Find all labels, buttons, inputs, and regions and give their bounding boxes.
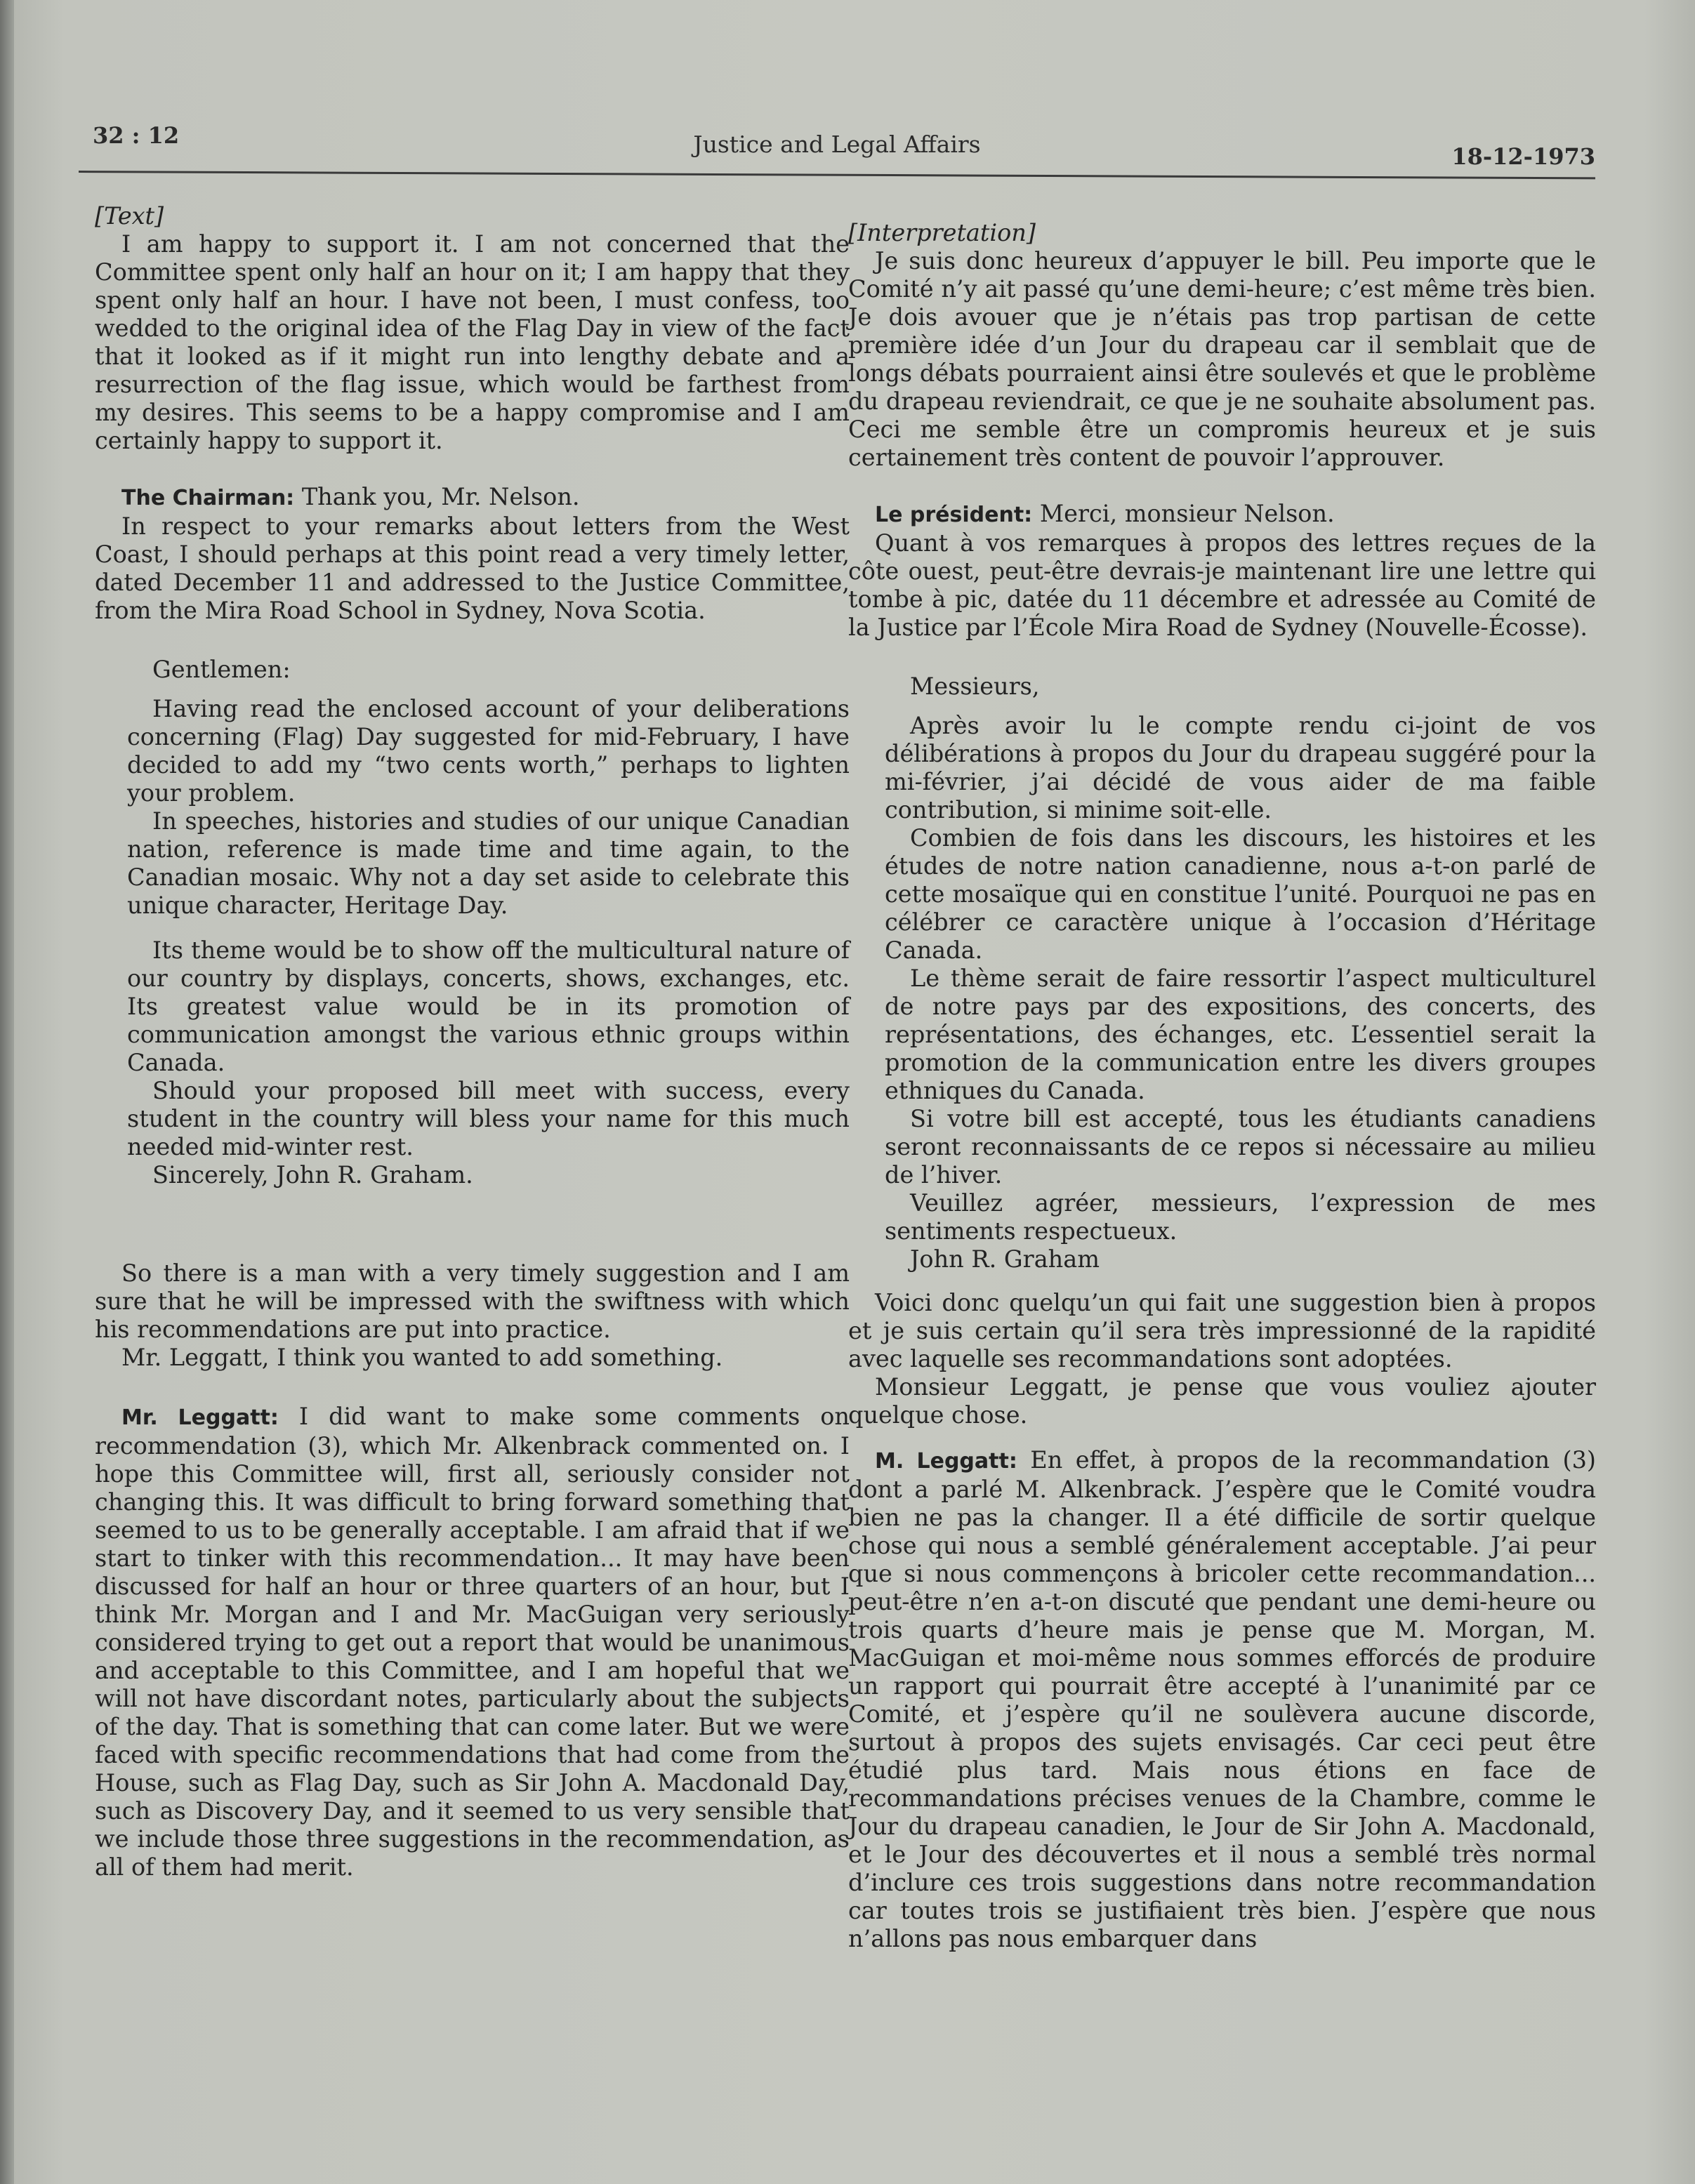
paragraph: Je suis donc heureux d’appuyer le bill. Peu importe que le Comité n’y ait passé qu’une demi-heure; c’est même très bien. Je dois avouer que je n’étais pas trop partisan de cette première idée d’un Jour du drapeau car il semblait que de longs débats pourraient ainsi être soulevés et que le problème du drapeau reviendrait, ce que je ne souhaite absolument pas. Ceci me semble être un compromis heureux et je suis certainement très content de pouvoir l’approuver. (848, 247, 1596, 471)
chairman-remark (95, 483, 850, 512)
paragraph: Mr. Leggatt, I think you wanted to add something. (121, 1344, 723, 1371)
leggatt-remark (848, 1446, 1596, 1953)
letter-paragraph: Its theme would be to show off the multicultural nature of our country by displays, concerts, shows, exchanges, etc. Its greatest value would be in its promotion of communication amongst the various ethnic groups within Canada. (127, 937, 850, 1076)
quoted-letter (848, 673, 1596, 1273)
french-column (848, 202, 1596, 1953)
speaker-name: Le président: (875, 503, 1033, 527)
page-number: 32 : 12 (93, 122, 180, 149)
letter-paragraph: Si votre bill est accepté, tous les étudiants canadiens seront reconnaissants de ce repos si nécessaire au milieu de l’hiver. (885, 1105, 1596, 1189)
letter-paragraph: Having read the enclosed account of your deliberations concerning (Flag) Day suggested for mid-February, I have decided to add my “two cents worth,” perhaps to lighten your problem. (127, 695, 850, 807)
book-spine (0, 0, 14, 2184)
paragraph: I am happy to support it. I am not concerned that the Committee spent only half an hour on it; I am happy that they spent only half an hour. I have not been, I must confess, too wedded to the original idea of the Flag Day in view of the fact that it looked as if it might run into lengthy debate and a resurrection of the flag issue, which would be farthest from my desires. This seems to be a happy compromise and I am certainly happy to support it. (95, 230, 850, 454)
quoted-letter (95, 656, 850, 1189)
letter-paragraph: Après avoir lu le compte rendu ci-joint de vos délibérations à propos du Jour du drapeau suggéré pour la mi-février, j’ai décidé de vous aider de ma faible contribution, si minime soit-elle. (885, 712, 1596, 823)
interpretation-label: [Interpretation] (848, 219, 1036, 246)
letter-paragraph: Veuillez agréer, messieurs, l’expression de mes sentiments respectueux. (885, 1189, 1596, 1245)
letter-paragraph: Le thème serait de faire ressortir l’aspect multiculturel de notre pays par des expositions, des concerts, des représentations, des échanges, etc. L’essentiel serait la promotion de la communication entre les divers groupes ethniques du Canada. (885, 965, 1596, 1104)
letter-paragraph: Should your proposed bill meet with success, every student in the country will bless your name for this much needed mid-winter rest. (127, 1077, 850, 1160)
speech-text: En effet, à propos de la recommandation (3) dont a parlé M. Alkenbrack. J’espère que le Comité voudra bien ne pas la changer. Il a été difficile de sortir quelque chose qui nous a semblé généralement acceptable. J’ai peur que si nous commençons à bricoler cette recommandation... peut-être n’en a-t-on discuté que pendant une demi-heure ou trois quarts d’heure mais je pense que M. Morgan, M. MacGuigan et moi-même nous sommes efforcés de produire un rapport qui pourrait être accepté à l’unanimité par ce Comité, et j’espère qu’il ne soulèvera aucune discorde, surtout à propos des sujets envisagés. Car ceci peut être étudié plus tard. Mais nous étions en face de recommandations précises venues de la Chambre, comme le Jour du drapeau canadien, le Jour de Sir John A. Macdonald, et le Jour des découvertes et il nous a semblé très normal d’inclure ces trois suggestions dans notre recommandation car toutes trois se justifiaient très bien. J’espère que nous n’allons pas nous embarquer dans (848, 1446, 1596, 1952)
paragraph: Monsieur Leggatt, je pense que vous vouliez ajouter quelque chose. (848, 1373, 1596, 1429)
running-title: Justice and Legal Affairs (693, 131, 981, 158)
speech-text: Thank you, Mr. Nelson. (294, 483, 580, 510)
speaker-name: The Chairman: (121, 486, 295, 510)
speech-text: Merci, monsieur Nelson. (1032, 500, 1335, 527)
speaker-name: Mr. Leggatt: (121, 1405, 279, 1430)
page-header (79, 118, 1595, 170)
paragraph: In respect to your remarks about letters from the West Coast, I should perhaps at this point read a very timely letter, dated December 11 and addressed to the Justice Committee, from the Mira Road School in Sydney, Nova Scotia. (95, 512, 850, 624)
speaker-name: M. Leggatt: (875, 1449, 1017, 1474)
header-date: 18-12-1973 (1451, 143, 1595, 170)
letter-signature: John R. Graham (910, 1245, 1100, 1273)
letter-salutation: Messieurs, (910, 673, 1040, 700)
text-label: [Text] (95, 202, 164, 230)
paragraph: Voici donc quelqu’un qui fait une suggestion bien à propos et je suis certain qu’il sera très impressionné de la rapidité avec laquelle ses recommandations sont adoptées. (848, 1289, 1596, 1372)
english-column (95, 202, 850, 1881)
letter-signature: Sincerely, John R. Graham. (152, 1161, 473, 1189)
letter-paragraph: Combien de fois dans les discours, les histoires et les études de notre nation canadienne, nous a-t-on parlé de cette mosaïque qui en constitue l’unité. Pourquoi ne pas en célébrer ce caractère unique à l’occasion d’Héritage Canada. (885, 824, 1596, 964)
paragraph: Quant à vos remarques à propos des lettres reçues de la côte ouest, peut-être devrais-je maintenant lire une lettre qui tombe à pic, datée du 11 décembre et adressée au Comité de la Justice par l’École Mira Road de Sydney (Nouvelle-Écosse). (848, 529, 1596, 641)
paragraph: So there is a man with a very timely suggestion and I am sure that he will be impressed with the swiftness with which his recommendations are put into practice. (95, 1259, 850, 1343)
leggatt-remark (95, 1403, 850, 1881)
letter-salutation: Gentlemen: (152, 656, 291, 683)
letter-paragraph: In speeches, histories and studies of our unique Canadian nation, reference is made time and time again, to the Canadian mosaic. Why not a day set aside to celebrate this unique character, Heritage Day. (127, 807, 850, 919)
chairman-remark (848, 500, 1596, 529)
speech-text: I did want to make some comments on recommendation (3), which Mr. Alkenbrack commented on. I hope this Committee will, first all, seriously consider not changing this. It was difficult to bring forward something that seemed to us to be generally acceptable. I am afraid that if we start to tinker with this recommendation... It may have been discussed for half an hour or three quarters of an hour, but I think Mr. Morgan and I and Mr. MacGuigan very seriously considered trying to get out a report that would be unanimous and acceptable to this Committee, and I am hopeful that we will not have discordant notes, particularly about the subjects of the day. That is something that can come later. But we were faced with specific recommendations that had come from the House, such as Flag Day, such as Sir John A. Macdonald Day, such as Discovery Day, and it seemed to us very sensible that we include those three suggestions in the recommendation, as all of them had merit. (95, 1403, 850, 1881)
